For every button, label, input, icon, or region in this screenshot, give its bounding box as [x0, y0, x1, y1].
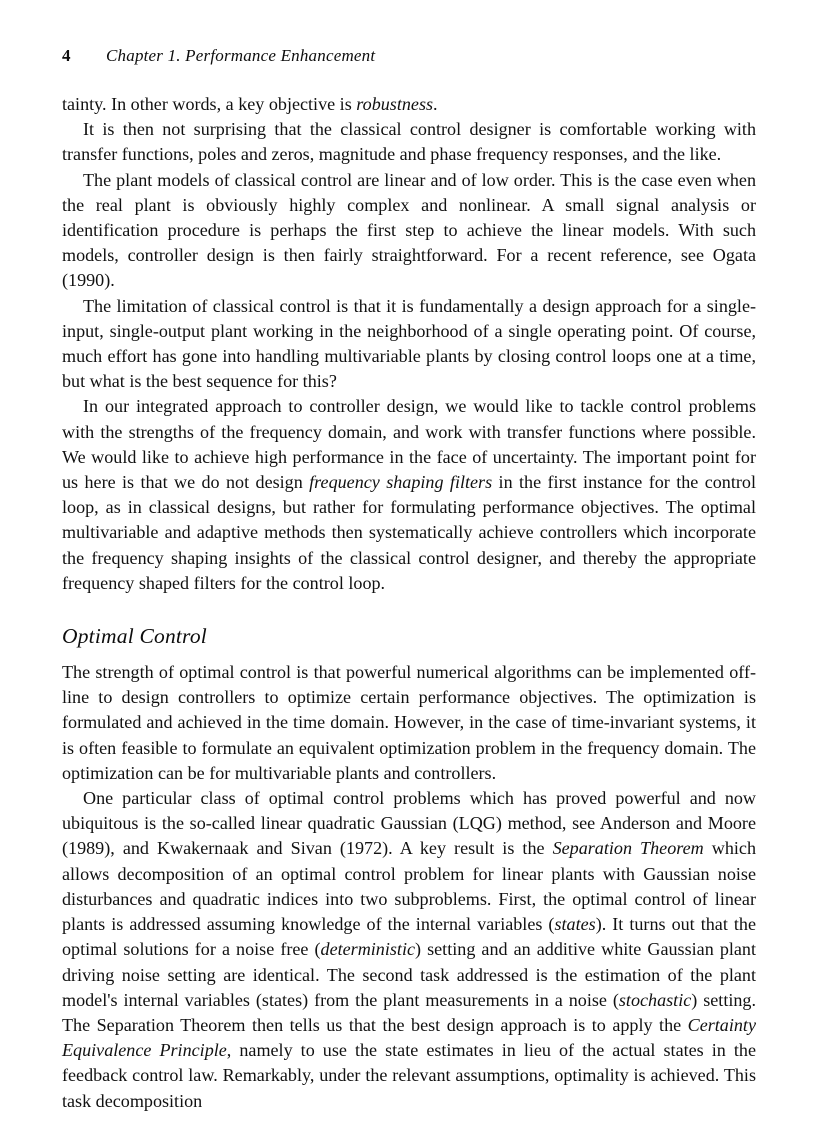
body-text [62, 92, 756, 1114]
paragraph: The limitation of classical control is that it is fundamentally a design approach for a single-input, single-output plant working in the neighborhood of a single operating point. Of course, much effort has gone into handling multivariable plants by closing control loops one at a time, but what is the best sequence for this? [62, 295, 756, 392]
section-heading-optimal-control: Optimal Control [62, 624, 207, 649]
paragraph: It is then not surprising that the classical control designer is comfortable working with transfer functions, poles and zeros, magnitude and phase frequency responses, and the like. [62, 119, 756, 165]
emphasis-text: frequency shaping filters [309, 472, 493, 493]
paragraph: In our integrated approach to controller design, we would like to tackle control problems with the strengths of the frequency domain, and work with transfer functions where possible. We would like to achieve high performance in the face of uncertainty. The important point for us here is that we do not design frequency shaping filters in the first instance for the control loop, as in classical designs, but rather for formulating performance objectives. The optimal multivariable and adaptive methods then systematically achieve controllers which incorporate the frequency shaping insights of the classical control designer, and thereby the appropriate frequency shaped filters for the control loop. [62, 396, 756, 593]
running-header [62, 46, 756, 70]
running-header-chapter-title: Chapter 1. Performance Enhancement [106, 46, 376, 65]
emphasis-text: deterministic [320, 939, 416, 960]
emphasis-text: states [554, 914, 596, 935]
paragraph: tainty. In other words, a key objective is robustness. [62, 94, 438, 114]
page-content-column [62, 0, 756, 1114]
emphasis-text: Certainty Equivalence Principle [62, 1014, 756, 1061]
emphasis-text: Separation Theorem [552, 838, 704, 859]
emphasis-text: robustness [356, 94, 434, 114]
emphasis-text: stochastic [618, 989, 692, 1010]
page-number: 4 [62, 46, 71, 65]
paragraph: One particular class of optimal control problems which has proved powerful and now ubiquitous is the so-called linear quadratic Gaussian (LQG) method, see Anderson and Moore (1989), and Kwakernaak and Sivan (1972). A key result is the Separation Theorem which allows decomposition of an optimal control problem for linear plants with Gaussian noise disturbances and quadratic indices into two subproblems. First, the optimal control of linear plants is addressed assuming knowledge of the internal variables (states). It turns out that the optimal solutions for a noise free (deterministic) setting and an additive white Gaussian plant driving noise setting are identical. The second task addressed is the estimation of the plant model's internal variables (states) from the plant measurements in a noise (stochastic) setting. The Separation Theorem then tells us that the best design approach is to apply the Certainty Equivalence Principle, namely to use the state estimates in lieu of the actual states in the feedback control law. Remarkably, under the relevant assumptions, optimality is achieved. This task decomposition [62, 788, 757, 1111]
paragraph: The plant models of classical control are linear and of low order. This is the case even when the real plant is obviously highly complex and nonlinear. A small signal analysis or identification procedure is perhaps the first step to achieve the linear models. With such models, controller design is then fairly straightforward. For a recent reference, see Ogata (1990). [62, 169, 756, 291]
paragraph: The strength of optimal control is that powerful numerical algorithms can be implemented off-line to design controllers to optimize certain performance objectives. The optimization is formulated and achieved in the time domain. However, in the case of time-invariant systems, it is often feasible to formulate an equivalent optimization problem in the frequency domain. The optimization can be for multivariable plants and controllers. [62, 662, 756, 783]
